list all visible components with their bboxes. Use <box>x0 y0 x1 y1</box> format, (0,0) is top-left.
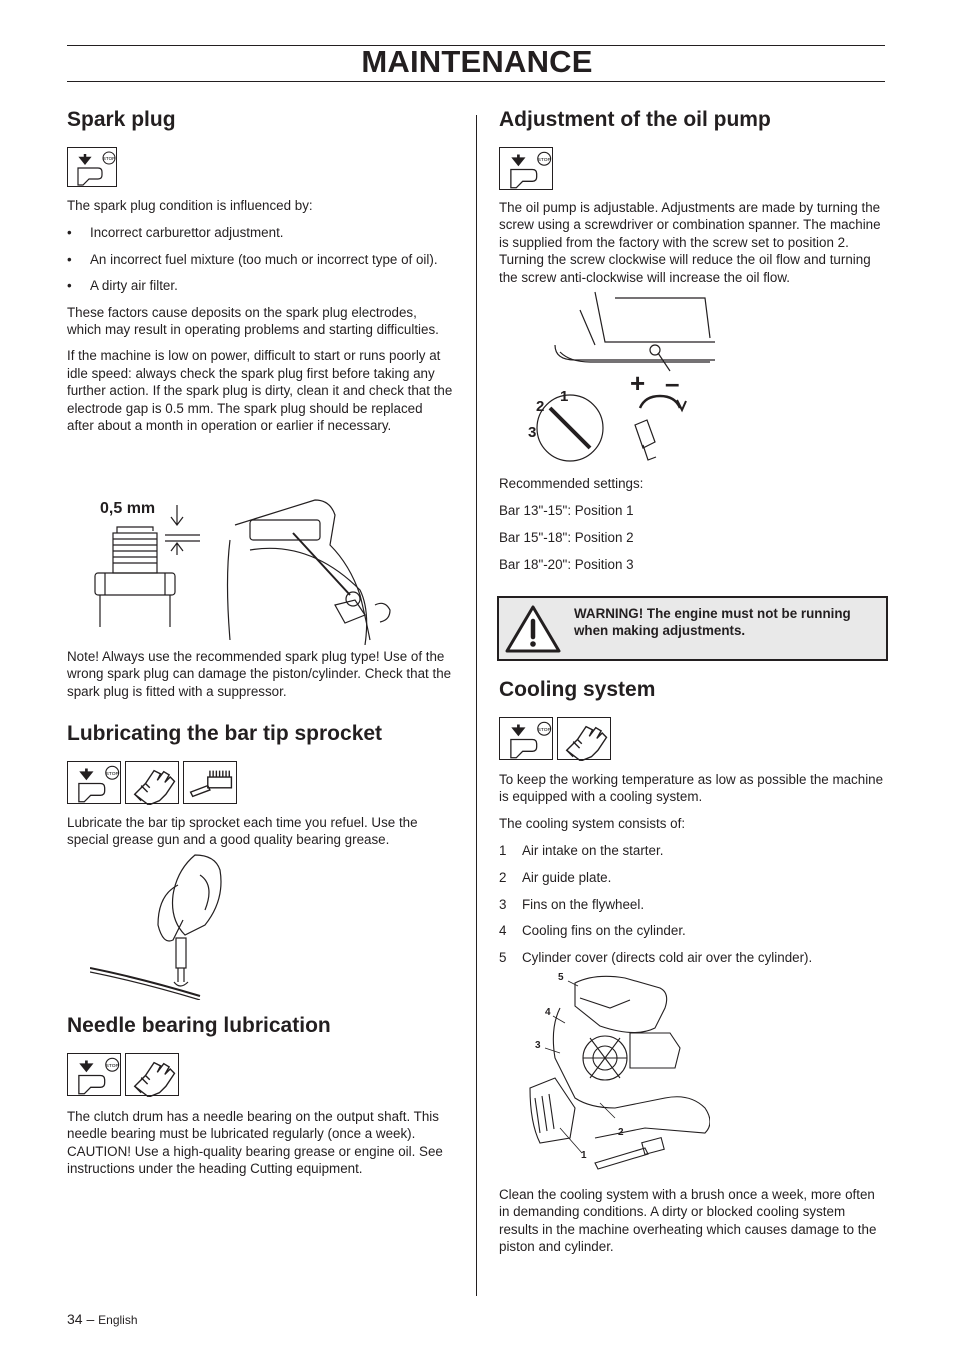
cooling-fig-label-3: 3 <box>535 1040 541 1051</box>
cooling-para2: Clean the cooling system with a brush once a week, more often in demanding conditions. A dirty or blocked cooling system results in the machine overheating which causes damage to the piston and cylinder. <box>499 1187 877 1255</box>
spark-plug-heading: Spark plug <box>67 108 176 131</box>
svg-text:STOP: STOP <box>537 157 551 163</box>
needle-bearing-text: The clutch drum has a needle bearing on the output shaft. This needle bearing must be lubricated regularly (once a week). CAUTION! Use a high-quality bearing grease or engine oil. See instructions under the heading Cutting equipment. <box>67 1109 443 1177</box>
list-item: 5 Cylinder cover (directs cold air over the cylinder). <box>499 950 813 966</box>
list-item: • A dirty air filter. <box>67 278 178 294</box>
svg-text:STOP: STOP <box>105 1063 119 1069</box>
oil-pump-label-3: 3 <box>528 424 537 441</box>
cooling-fig-label-4: 4 <box>545 1007 551 1018</box>
spark-plug-note-block <box>67 648 453 700</box>
needle-bearing-section <box>67 1013 453 1178</box>
svg-text:STOP: STOP <box>102 156 116 161</box>
oil-pump-figure <box>520 290 720 465</box>
warning-box <box>497 596 888 661</box>
oil-pump-label-1: 1 <box>560 388 569 405</box>
spark-plug-icons <box>67 147 453 187</box>
cooling-intro: The cooling system consists of: <box>499 815 686 831</box>
oil-pump-label-2: 2 <box>536 398 545 415</box>
cooling-icons <box>499 717 885 760</box>
oil-pump-heading: Adjustment of the oil pump <box>499 108 771 131</box>
stop-engine-icon <box>67 761 121 804</box>
svg-text:STOP: STOP <box>105 771 119 777</box>
protective-glove-icon <box>125 1053 179 1096</box>
cooling-figure <box>520 968 710 1178</box>
bar-tip-icons <box>67 761 453 804</box>
svg-text:STOP: STOP <box>537 727 551 733</box>
stop-engine-icon <box>67 147 117 187</box>
cooling-para1: To keep the working temperature as low as possible the machine is equipped with a cooling system. <box>499 772 884 805</box>
list-item: 1 Air intake on the starter. <box>499 842 664 858</box>
oil-pump-section <box>499 107 885 286</box>
protective-glove-icon <box>125 761 179 804</box>
list-item: • An incorrect fuel mixture (too much or incorrect type of oil). <box>67 251 438 267</box>
cooling-fig-label-1: 1 <box>581 1150 587 1161</box>
left-column <box>67 107 453 434</box>
bar-tip-text: Lubricate the bar tip sprocket each time you refuel. Use the special grease gun and a good quality bearing grease. <box>67 815 418 848</box>
language-label: English <box>98 1313 138 1327</box>
header-bottom-rule <box>67 81 885 82</box>
bar-tip-section <box>67 721 453 849</box>
list-item: 4 Cooling fins on the cylinder. <box>499 923 686 939</box>
list-item: 3 Fins on the flywheel. <box>499 896 645 912</box>
stop-engine-icon <box>499 147 553 190</box>
page-number: 34 – <box>67 1311 95 1327</box>
spark-plug-intro: The spark plug condition is influenced by: <box>67 198 313 213</box>
gap-label: 0,5 mm <box>100 500 156 517</box>
spark-plug-para1: These factors cause deposits on the spark plug electrodes, which may result in operating problems and starting difficulties. <box>67 304 439 338</box>
oil-pump-icons <box>499 147 885 190</box>
cooling-components-list <box>499 842 885 967</box>
cooling-section <box>499 677 885 967</box>
cooling-fig-label-5: 5 <box>558 972 564 983</box>
protective-glove-icon <box>557 717 611 760</box>
brush-icon <box>183 761 237 804</box>
warning-text: WARNING! The engine must not be running when making adjustments. <box>574 606 851 639</box>
oil-pump-label-minus: – <box>665 368 680 398</box>
setting-item: Bar 13"-15": Position 1 <box>499 502 634 518</box>
cooling-heading: Cooling system <box>499 678 656 701</box>
oil-pump-settings <box>499 475 885 573</box>
list-item: • Incorrect carburettor adjustment. <box>67 225 284 241</box>
column-divider <box>476 115 477 1296</box>
bar-tip-figure <box>90 850 240 1000</box>
cooling-fig-label-2: 2 <box>618 1127 624 1138</box>
spark-plug-note: Note! Always use the recommended spark plug type! Use of the wrong spark plug can damage the piston/cylinder. Check that the spark plug is fitted with a suppressor. <box>67 649 452 699</box>
spark-plug-bullet-list <box>67 224 453 294</box>
needle-bearing-heading: Needle bearing lubrication <box>67 1014 331 1037</box>
cooling-cleaning-block <box>499 1186 885 1256</box>
setting-item: Bar 15"-18": Position 2 <box>499 529 634 545</box>
settings-intro: Recommended settings: <box>499 476 644 491</box>
setting-item: Bar 18"-20": Position 3 <box>499 556 634 572</box>
oil-pump-text: The oil pump is adjustable. Adjustments are made by turning the screw using a screwdriver or combination spanner. The machine is supplied from the factory with the screw set to position 2. Turning the screw clockwise will reduce the oil flow and turning the screw anti-clockwise will increase the oil flow. <box>499 200 881 285</box>
bar-tip-heading: Lubricating the bar tip sprocket <box>67 722 383 745</box>
needle-bearing-icons <box>67 1053 453 1096</box>
spark-plug-para2: If the machine is low on power, difficult to start or runs poorly at idle speed: always check the spark plug first before taking any further action. If the spark plug is dirty, clean it and check that the electrode gap is 0.5 mm. The spark plug should be replaced after about a month in operation or earlier if necessary. <box>67 348 453 434</box>
page-footer <box>67 1311 138 1327</box>
oil-pump-label-plus: + <box>630 368 646 398</box>
page-title: MAINTENANCE <box>361 44 593 79</box>
list-item: 2 Air guide plate. <box>499 869 612 885</box>
spark-plug-figure <box>85 495 405 645</box>
stop-engine-icon <box>67 1053 121 1096</box>
warning-triangle-icon <box>505 604 561 654</box>
stop-engine-icon <box>499 717 553 760</box>
